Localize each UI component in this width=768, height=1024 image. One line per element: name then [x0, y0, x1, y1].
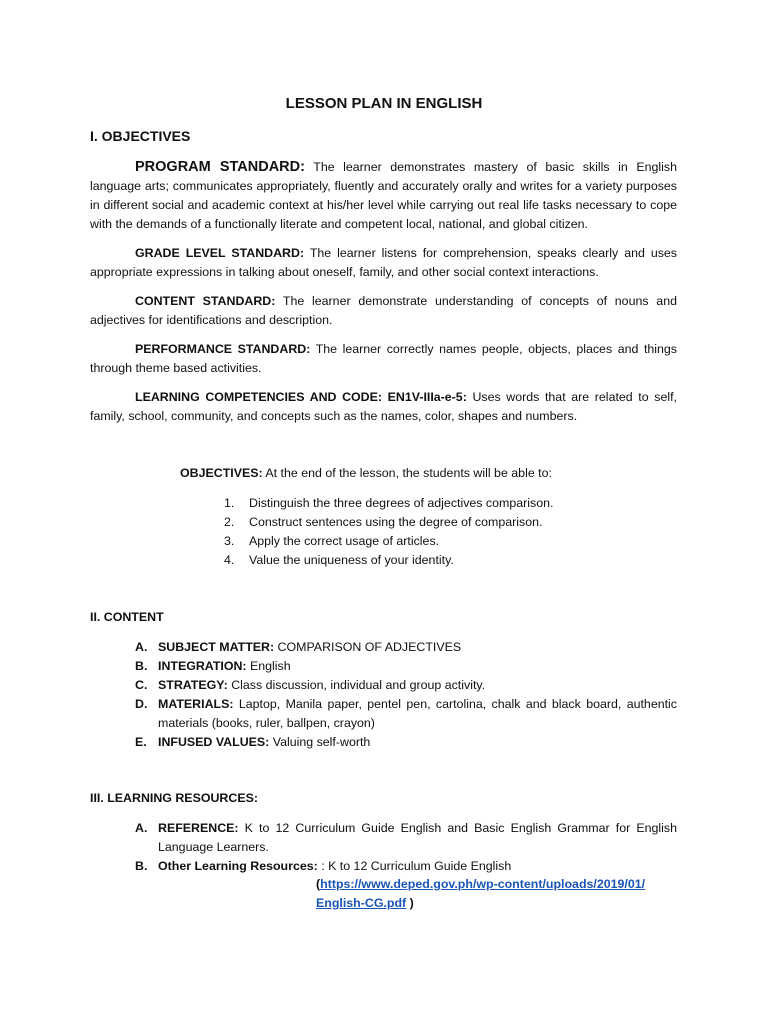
list-item — [135, 733, 677, 752]
item-label: REFERENCE: — [158, 821, 239, 835]
list-item — [224, 551, 553, 570]
page-title: LESSON PLAN IN ENGLISH — [285, 95, 483, 112]
item-text: : K to 12 Curriculum Guide English — [317, 859, 512, 873]
list-item-text: Construct sentences using the degree of comparison. — [249, 515, 543, 529]
program-standard-label: PROGRAM STANDARD: — [135, 159, 305, 175]
list-letter: B. — [135, 859, 148, 873]
open-paren: ( — [316, 877, 321, 891]
close-paren: ) — [406, 896, 414, 910]
item-label: SUBJECT MATTER: — [158, 640, 275, 654]
list-number: 1. — [224, 496, 235, 510]
program-standard-text: The learner demonstrates mastery of basic skills in English language arts; communicates appropriately, fluently and accurately orally and writes for a variety purposes in different social and academic context at his/her level while carrying out real life tasks necessary to cope with the demands of a functionally literate and competent local, national, and global citizen. — [90, 160, 677, 231]
deped-link[interactable]: https://www.deped.gov.ph/wp-content/uploads/2019/01/ — [320, 877, 646, 891]
section-heading-objectives: I. OBJECTIVES — [90, 128, 191, 144]
grade-level-standard-text: The learner listens for comprehension, speaks clearly and uses appropriate expressions in talking about oneself, family, and other social context interactions. — [90, 246, 677, 279]
list-letter: C. — [135, 678, 148, 692]
list-letter: A. — [135, 640, 148, 654]
list-item-text: Apply the correct usage of articles. — [249, 534, 440, 548]
item-label: INFUSED VALUES: — [158, 735, 270, 749]
performance-standard-paragraph — [90, 340, 677, 378]
item-label: Other Learning Resources: — [158, 859, 318, 873]
resource-link-block — [316, 875, 645, 913]
grade-level-standard-label: GRADE LEVEL STANDARD: — [135, 246, 305, 260]
item-label: INTEGRATION: — [158, 659, 247, 673]
list-item — [224, 532, 553, 551]
list-item — [135, 695, 677, 733]
deped-link-continued[interactable]: English-CG.pdf — [316, 896, 407, 910]
item-label: MATERIALS: — [158, 697, 234, 711]
performance-standard-label: PERFORMANCE STANDARD: — [135, 342, 311, 356]
list-letter: A. — [135, 821, 148, 835]
list-letter: E. — [135, 735, 147, 749]
item-text: Class discussion, individual and group activity. — [227, 678, 486, 692]
learning-competencies-text: Uses words that are related to self, family, school, community, and concepts such as the names, color, shapes and numbers. — [90, 390, 677, 423]
content-standard-paragraph — [90, 292, 677, 330]
list-item — [135, 657, 677, 676]
list-number: 3. — [224, 534, 235, 548]
list-item — [224, 513, 553, 532]
objectives-label: OBJECTIVES: — [180, 466, 263, 480]
list-item — [224, 494, 553, 513]
content-standard-label: CONTENT STANDARD: — [135, 294, 276, 308]
resources-list — [135, 819, 677, 876]
item-text: COMPARISON OF ADJECTIVES — [274, 640, 462, 654]
list-item — [135, 676, 677, 695]
learning-competencies-label: LEARNING COMPETENCIES AND CODE: EN1V-IIIa-e-5: — [135, 390, 467, 404]
grade-level-standard-paragraph — [90, 244, 677, 282]
item-text: Laptop, Manila paper, pentel pen, cartolina, chalk and black board, authentic materials (books, ruler, ballpen, crayon) — [158, 697, 677, 730]
item-text: Valuing self-worth — [269, 735, 371, 749]
program-standard-paragraph — [90, 158, 677, 234]
content-standard-text: The learner demonstrate understanding of concepts of nouns and adjectives for identifications and description. — [90, 294, 677, 327]
list-letter: D. — [135, 697, 148, 711]
list-item — [135, 638, 677, 657]
list-number: 4. — [224, 553, 235, 567]
item-text: English — [246, 659, 291, 673]
section-heading-content: II. CONTENT — [90, 610, 164, 624]
list-item-text: Value the uniqueness of your identity. — [249, 553, 454, 567]
item-label: STRATEGY: — [158, 678, 228, 692]
objectives-intro — [180, 466, 552, 480]
list-item-text: Distinguish the three degrees of adjectives comparison. — [249, 496, 554, 510]
item-text: K to 12 Curriculum Guide English and Basic English Grammar for English Language Learners. — [158, 821, 677, 854]
list-item — [135, 819, 677, 857]
objectives-text: At the end of the lesson, the students will be able to: — [262, 466, 552, 480]
list-item — [135, 857, 677, 876]
performance-standard-text: The learner correctly names people, objects, places and things through theme based activities. — [90, 342, 678, 375]
learning-competencies-paragraph — [90, 388, 677, 426]
section-heading-learning-resources: III. LEARNING RESOURCES: — [90, 791, 258, 805]
list-number: 2. — [224, 515, 235, 529]
content-list — [135, 638, 677, 752]
objectives-list — [224, 494, 553, 570]
list-letter: B. — [135, 659, 148, 673]
